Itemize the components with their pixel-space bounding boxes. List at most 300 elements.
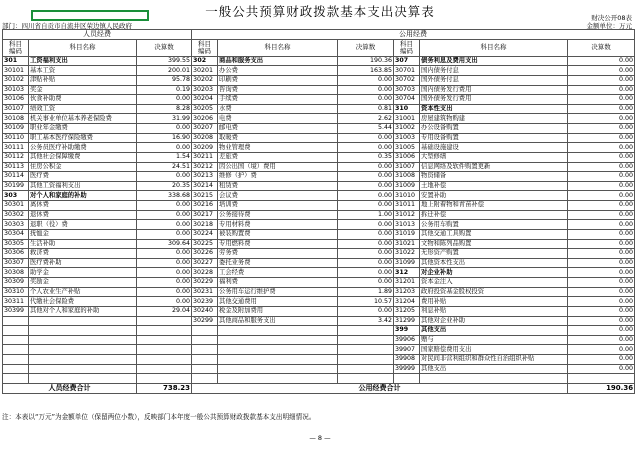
- page-number: — 8 —: [309, 434, 331, 442]
- code-cell: 39906: [394, 335, 420, 345]
- name-cell: 绩效工资: [29, 104, 137, 114]
- name-cell: 住房公积金: [29, 162, 137, 172]
- code-cell: 31006: [394, 152, 420, 162]
- amount-cell: 0.00: [568, 104, 635, 114]
- table-row: [3, 326, 635, 336]
- code-cell: [3, 316, 29, 326]
- code-cell: 307: [394, 56, 420, 66]
- amount-cell: 0.00: [338, 191, 394, 201]
- amount-cell: 10.57: [338, 297, 394, 307]
- amount-header: 决算数: [568, 39, 635, 56]
- code-cell: 30231: [192, 287, 218, 297]
- name-cell: 工会经费: [218, 268, 338, 278]
- table-row: [3, 249, 635, 259]
- name-cell: 取暖费: [218, 133, 338, 143]
- amount-cell: [338, 374, 394, 384]
- amount-cell: [568, 374, 635, 384]
- amount-cell: 0.00: [137, 297, 192, 307]
- table-row: [3, 258, 635, 268]
- name-cell: 其他对个人和家庭的补助: [29, 306, 137, 316]
- table-row: [3, 172, 635, 182]
- amount-cell: 2.62: [338, 114, 394, 124]
- name-cell: 劳务费: [218, 249, 338, 259]
- name-cell: [29, 364, 137, 374]
- table-row: [3, 104, 635, 114]
- amount-cell: 0.81: [338, 104, 394, 114]
- name-cell: 邮电费: [218, 124, 338, 134]
- amount-cell: 0.00: [338, 75, 394, 85]
- code-cell: 399: [394, 326, 420, 336]
- code-cell: 301: [3, 56, 29, 66]
- name-cell: 赠与: [420, 335, 568, 345]
- personnel-total-label: 人员经费合计: [3, 383, 137, 393]
- amount-cell: 0.00: [568, 355, 635, 365]
- table-row: [3, 316, 635, 326]
- amount-cell: 200.01: [137, 66, 192, 76]
- report-title: 一般公共预算财政拨款基本支出决算表: [205, 4, 435, 19]
- name-cell: 电费: [218, 114, 338, 124]
- amount-cell: 1.00: [338, 210, 394, 220]
- amount-cell: 5.44: [338, 124, 394, 134]
- code-cell: 30208: [192, 133, 218, 143]
- name-cell: 地上附着物和青苗补偿: [420, 201, 568, 211]
- amount-cell: 0.00: [338, 85, 394, 95]
- amount-cell: 0.00: [568, 114, 635, 124]
- amount-cell: 0.00: [137, 258, 192, 268]
- name-cell: 基本工资: [29, 66, 137, 76]
- name-cell: 资本性支出: [420, 104, 568, 114]
- code-cell: [192, 335, 218, 345]
- name-cell: 公务用车运行维护费: [218, 287, 338, 297]
- name-cell: 培训费: [218, 201, 338, 211]
- name-cell: [29, 326, 137, 336]
- table-row: [3, 152, 635, 162]
- amount-cell: 20.35: [137, 181, 192, 191]
- name-cell: 救济费: [29, 249, 137, 259]
- code-cell: 30303: [3, 220, 29, 230]
- code-cell: 30240: [192, 306, 218, 316]
- name-cell: 利息补贴: [420, 306, 568, 316]
- table-row: [3, 85, 635, 95]
- name-cell: 基础设施建设: [420, 143, 568, 153]
- amount-cell: 0.00: [568, 162, 635, 172]
- code-cell: 30212: [192, 162, 218, 172]
- name-cell: 代缴社会保险费: [29, 297, 137, 307]
- code-cell: [394, 374, 420, 384]
- amount-cell: [137, 335, 192, 345]
- name-cell: 国内债务发行费用: [420, 85, 568, 95]
- code-cell: 31022: [394, 249, 420, 259]
- name-cell: 文物和陈列品购置: [420, 239, 568, 249]
- public-total-label: 公用经费合计: [192, 383, 568, 393]
- code-cell: 30204: [192, 95, 218, 105]
- name-cell: [218, 335, 338, 345]
- name-header: 科目名称: [29, 39, 137, 56]
- code-cell: 30112: [3, 152, 29, 162]
- code-cell: 30302: [3, 210, 29, 220]
- amount-cell: 0.00: [568, 364, 635, 374]
- amount-cell: 0.35: [338, 152, 394, 162]
- amount-cell: 0.00: [137, 268, 192, 278]
- code-cell: [3, 326, 29, 336]
- name-cell: 其他对企业补助: [420, 316, 568, 326]
- name-cell: 离休费: [29, 201, 137, 211]
- name-cell: 国家赔偿费用支出: [420, 345, 568, 355]
- name-cell: [29, 335, 137, 345]
- name-cell: 个人农业生产补贴: [29, 287, 137, 297]
- table-row: [3, 345, 635, 355]
- name-cell: 资本金注入: [420, 278, 568, 288]
- table-row: [3, 114, 635, 124]
- amount-cell: 163.85: [338, 66, 394, 76]
- name-cell: 物资储备: [420, 172, 568, 182]
- name-cell: [218, 326, 338, 336]
- name-cell: 租赁费: [218, 181, 338, 191]
- table-row: [3, 278, 635, 288]
- name-cell: 信息网络及软件购置更新: [420, 162, 568, 172]
- name-cell: 维修（护）费: [218, 172, 338, 182]
- table-row: [3, 229, 635, 239]
- code-cell: 30224: [192, 229, 218, 239]
- amount-cell: 0.00: [568, 287, 635, 297]
- code-cell: 30218: [192, 220, 218, 230]
- code-cell: 31003: [394, 133, 420, 143]
- amount-cell: 0.00: [137, 229, 192, 239]
- code-cell: 31203: [394, 287, 420, 297]
- code-cell: 30704: [394, 95, 420, 105]
- name-cell: 退休费: [29, 210, 137, 220]
- code-cell: 30399: [3, 306, 29, 316]
- amount-cell: 0.00: [137, 210, 192, 220]
- expenditure-table: [2, 29, 635, 394]
- amount-cell: 0.00: [137, 95, 192, 105]
- code-cell: 30106: [3, 95, 29, 105]
- amount-cell: 0.00: [568, 181, 635, 191]
- name-cell: 其他工资福利支出: [29, 181, 137, 191]
- name-cell: 国外债务发行费用: [420, 95, 568, 105]
- code-cell: 31010: [394, 191, 420, 201]
- code-cell: 30228: [192, 268, 218, 278]
- name-cell: 手续费: [218, 95, 338, 105]
- code-cell: 30202: [192, 75, 218, 85]
- name-cell: 职工基本医疗保险缴费: [29, 133, 137, 143]
- code-cell: 31001: [394, 114, 420, 124]
- code-cell: 31204: [394, 297, 420, 307]
- name-cell: 房屋建筑物购建: [420, 114, 568, 124]
- amount-cell: 0.00: [568, 95, 635, 105]
- code-cell: 30108: [3, 114, 29, 124]
- amount-cell: 0.19: [137, 85, 192, 95]
- code-cell: 30702: [394, 75, 420, 85]
- amount-cell: 0.00: [568, 56, 635, 66]
- name-header: 科目名称: [218, 39, 338, 56]
- code-cell: [192, 374, 218, 384]
- form-code: 财决公开08表: [591, 14, 632, 22]
- amount-cell: 95.78: [137, 75, 192, 85]
- name-header: 科目名称: [420, 39, 568, 56]
- name-cell: 印刷费: [218, 75, 338, 85]
- name-cell: 专用设备购置: [420, 133, 568, 143]
- amount-header: 决算数: [338, 39, 394, 56]
- code-cell: 30205: [192, 104, 218, 114]
- amount-cell: 1.89: [338, 287, 394, 297]
- code-cell: 31019: [394, 229, 420, 239]
- code-cell: 31002: [394, 124, 420, 134]
- name-cell: 其他社会保障缴费: [29, 152, 137, 162]
- amount-cell: 31.99: [137, 114, 192, 124]
- personnel-total-amount: 738.23: [137, 383, 192, 393]
- table-row: [3, 66, 635, 76]
- name-cell: 无形资产购置: [420, 249, 568, 259]
- amount-cell: 0.00: [568, 326, 635, 336]
- amount-cell: 0.00: [137, 201, 192, 211]
- code-cell: [192, 355, 218, 365]
- code-cell: 30216: [192, 201, 218, 211]
- public-header: 公用经费: [192, 30, 635, 40]
- amount-cell: 190.36: [338, 56, 394, 66]
- code-cell: 31299: [394, 316, 420, 326]
- code-header: 科目 编码: [394, 39, 420, 56]
- amount-cell: 0.00: [338, 249, 394, 259]
- code-cell: 30101: [3, 66, 29, 76]
- code-cell: 31007: [394, 162, 420, 172]
- code-cell: 30206: [192, 114, 218, 124]
- name-cell: 生活补助: [29, 239, 137, 249]
- amount-cell: [137, 316, 192, 326]
- name-cell: 工资福利支出: [29, 56, 137, 66]
- amount-cell: 0.00: [568, 345, 635, 355]
- name-cell: 办公费: [218, 66, 338, 76]
- table-row: [3, 95, 635, 105]
- amount-cell: 0.00: [137, 220, 192, 230]
- amount-cell: 0.00: [338, 162, 394, 172]
- amount-cell: 0.00: [338, 172, 394, 182]
- amount-cell: 16.90: [137, 133, 192, 143]
- amount-cell: 0.00: [568, 249, 635, 259]
- code-cell: 310: [394, 104, 420, 114]
- amount-cell: 0.00: [568, 210, 635, 220]
- amount-cell: 0.00: [137, 172, 192, 182]
- table-row: [3, 133, 635, 143]
- code-cell: 31099: [394, 258, 420, 268]
- table-row: [3, 181, 635, 191]
- code-cell: 30203: [192, 85, 218, 95]
- amount-cell: 0.00: [568, 133, 635, 143]
- name-cell: 医疗费补助: [29, 258, 137, 268]
- code-cell: 30199: [3, 181, 29, 191]
- name-cell: 津贴补贴: [29, 75, 137, 85]
- amount-cell: 309.64: [137, 239, 192, 249]
- amount-cell: 0.00: [338, 181, 394, 191]
- amount-cell: 0.00: [568, 335, 635, 345]
- amount-cell: 0.00: [338, 201, 394, 211]
- name-cell: 国外债务付息: [420, 75, 568, 85]
- code-cell: 30103: [3, 85, 29, 95]
- name-cell: 差旅费: [218, 152, 338, 162]
- name-cell: 水费: [218, 104, 338, 114]
- code-cell: 303: [3, 191, 29, 201]
- amount-cell: [338, 345, 394, 355]
- amount-cell: 0.00: [568, 229, 635, 239]
- table-row: [3, 75, 635, 85]
- amount-header: 决算数: [137, 39, 192, 56]
- code-cell: 30217: [192, 210, 218, 220]
- name-cell: 助学金: [29, 268, 137, 278]
- code-cell: 30107: [3, 104, 29, 114]
- code-cell: 39908: [394, 355, 420, 365]
- amount-cell: 0.00: [338, 220, 394, 230]
- code-cell: 30213: [192, 172, 218, 182]
- code-cell: 30109: [3, 124, 29, 134]
- name-cell: 职业年金缴费: [29, 124, 137, 134]
- public-total-amount: 190.36: [568, 383, 635, 393]
- footnote: 注：本表以“万元”为金额单位（保留两位小数），反映部门本年度一般公共预算财政拨款基本支出明细情况。: [2, 413, 316, 421]
- amount-cell: 0.00: [568, 66, 635, 76]
- amount-cell: 338.68: [137, 191, 192, 201]
- code-cell: 30703: [394, 85, 420, 95]
- amount-cell: 0.00: [338, 95, 394, 105]
- table-row: [3, 297, 635, 307]
- table-row: [3, 374, 635, 384]
- amount-cell: 0.00: [338, 133, 394, 143]
- name-cell: 专用燃料费: [218, 239, 338, 249]
- amount-cell: 0.00: [568, 316, 635, 326]
- name-cell: 因公出国（境）费用: [218, 162, 338, 172]
- name-cell: 对企业补助: [420, 268, 568, 278]
- name-cell: [29, 355, 137, 365]
- code-cell: 31005: [394, 143, 420, 153]
- code-header: 科目 编码: [192, 39, 218, 56]
- totals-row: [3, 383, 635, 393]
- name-cell: [218, 345, 338, 355]
- table-row: [3, 191, 635, 201]
- name-cell: 会议费: [218, 191, 338, 201]
- department-label: 部门：四川省自贡市自流井区荣边镇人民政府: [2, 22, 132, 30]
- table-row: [3, 239, 635, 249]
- amount-cell: 3.42: [338, 316, 394, 326]
- name-cell: 土地补偿: [420, 181, 568, 191]
- name-cell: [29, 316, 137, 326]
- name-cell: [29, 374, 137, 384]
- amount-cell: 0.00: [137, 287, 192, 297]
- name-cell: 医疗费: [29, 172, 137, 182]
- code-cell: [3, 374, 29, 384]
- amount-cell: 0.00: [137, 278, 192, 288]
- amount-cell: 0.00: [338, 229, 394, 239]
- amount-cell: 0.00: [338, 306, 394, 316]
- amount-cell: 0.00: [338, 278, 394, 288]
- name-cell: 大型修缮: [420, 152, 568, 162]
- code-cell: 30229: [192, 278, 218, 288]
- code-cell: [3, 355, 29, 365]
- code-cell: 30226: [192, 249, 218, 259]
- name-cell: 税金及附加费用: [218, 306, 338, 316]
- code-cell: 30299: [192, 316, 218, 326]
- code-cell: 30113: [3, 162, 29, 172]
- amount-cell: 0.00: [568, 152, 635, 162]
- name-cell: 机关事业单位基本养老保险费: [29, 114, 137, 124]
- code-cell: 31008: [394, 172, 420, 182]
- code-cell: [192, 326, 218, 336]
- name-cell: 其他支出: [420, 364, 568, 374]
- amount-cell: 0.00: [137, 143, 192, 153]
- amount-cell: 0.00: [568, 85, 635, 95]
- code-cell: 30307: [3, 258, 29, 268]
- amount-cell: [338, 355, 394, 365]
- name-cell: 办公设备购置: [420, 124, 568, 134]
- table-row: [3, 220, 635, 230]
- code-cell: 30310: [3, 287, 29, 297]
- name-cell: 安置补助: [420, 191, 568, 201]
- name-cell: 债务利息及费用支出: [420, 56, 568, 66]
- table-row: [3, 287, 635, 297]
- code-cell: 302: [192, 56, 218, 66]
- name-cell: 福利费: [218, 278, 338, 288]
- amount-cell: 29.04: [137, 306, 192, 316]
- name-cell: 咨询费: [218, 85, 338, 95]
- name-cell: 对民间非营利组织和群众性自治组织补贴: [420, 355, 568, 365]
- amount-cell: 0.00: [338, 268, 394, 278]
- name-cell: 物业管理费: [218, 143, 338, 153]
- amount-cell: [137, 364, 192, 374]
- code-cell: 30305: [3, 239, 29, 249]
- name-cell: 伙食补助费: [29, 95, 137, 105]
- code-cell: 30207: [192, 124, 218, 134]
- table-row: [3, 143, 635, 153]
- code-cell: [3, 345, 29, 355]
- amount-cell: [137, 345, 192, 355]
- amount-cell: 8.28: [137, 104, 192, 114]
- name-cell: 国内债务付息: [420, 66, 568, 76]
- name-cell: 退职（役）费: [29, 220, 137, 230]
- code-cell: 39999: [394, 364, 420, 374]
- code-cell: 30311: [3, 297, 29, 307]
- name-cell: 公务接待费: [218, 210, 338, 220]
- name-cell: [218, 364, 338, 374]
- code-cell: 312: [394, 268, 420, 278]
- amount-cell: 0.00: [568, 297, 635, 307]
- code-cell: 30215: [192, 191, 218, 201]
- table-row: [3, 355, 635, 365]
- name-cell: 抚恤金: [29, 229, 137, 239]
- code-cell: 30110: [3, 133, 29, 143]
- code-cell: 30309: [3, 278, 29, 288]
- code-cell: 31201: [394, 278, 420, 288]
- amount-cell: 0.00: [568, 239, 635, 249]
- amount-unit: 金额单位：万元: [586, 22, 632, 30]
- code-cell: [3, 335, 29, 345]
- name-cell: 费用补贴: [420, 297, 568, 307]
- name-cell: [218, 374, 338, 384]
- amount-cell: 0.00: [568, 191, 635, 201]
- table-row: [3, 306, 635, 316]
- code-cell: 31205: [394, 306, 420, 316]
- code-cell: 39907: [394, 345, 420, 355]
- table-row: [3, 364, 635, 374]
- amount-cell: 24.51: [137, 162, 192, 172]
- amount-cell: 0.00: [568, 258, 635, 268]
- name-cell: 商品和服务支出: [218, 56, 338, 66]
- table-row: [3, 201, 635, 211]
- code-cell: 30227: [192, 258, 218, 268]
- code-cell: 31009: [394, 181, 420, 191]
- name-cell: 委托业务费: [218, 258, 338, 268]
- code-cell: 30201: [192, 66, 218, 76]
- code-cell: 30211: [192, 152, 218, 162]
- amount-cell: 0.00: [568, 75, 635, 85]
- table-row: [3, 56, 635, 66]
- amount-cell: 0.00: [137, 124, 192, 134]
